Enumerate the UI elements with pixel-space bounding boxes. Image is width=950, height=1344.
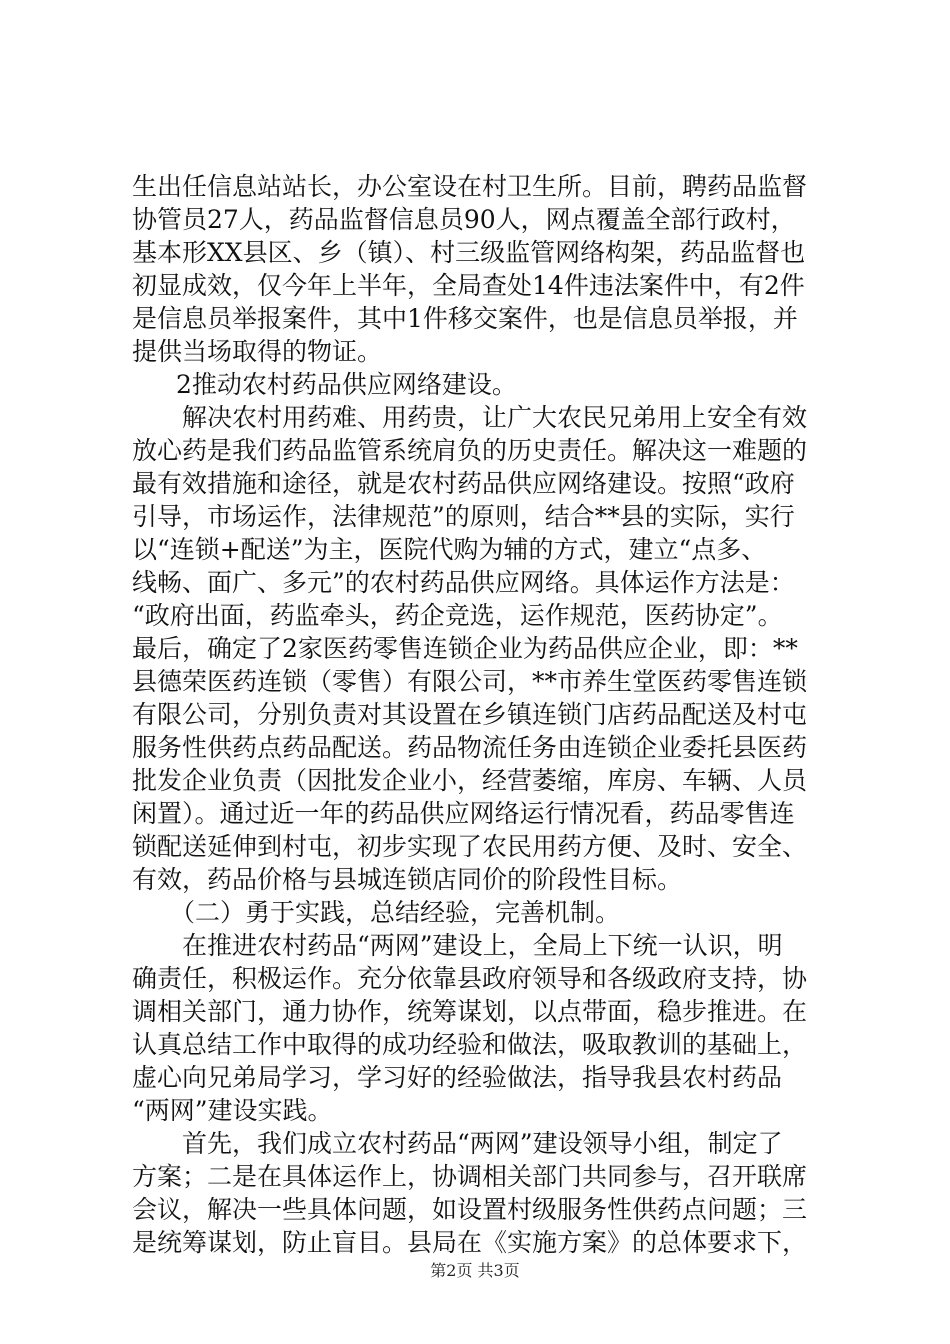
text-line: 最有效措施和途径，就是农村药品供应网络建设。按照“政府	[132, 469, 795, 498]
text-line: 调相关部门，通力协作，统筹谋划，以点带面，稳步推进。在	[132, 997, 808, 1026]
text-line: 批发企业负责（因批发企业小，经营萎缩，库房、车辆、人员	[132, 766, 808, 795]
text-line: 初显成效，仅今年上半年，全局查处14件违法案件中，有2件	[132, 271, 805, 300]
text-line: 基本形XX县区、乡（镇）、村三级监管网络构架，药品监督也	[132, 238, 806, 267]
text-line: 提供当场取得的物证。	[132, 337, 383, 366]
text-line: 县德荣医药连锁（零售）有限公司，**市养生堂医药零售连锁	[132, 667, 808, 696]
section-heading: （二）勇于实践，总结经验，完善机制。	[170, 898, 621, 927]
paragraph-first-line: 解决农村用药难、用药贵，让广大农民兄弟用上安全有效	[182, 403, 808, 432]
section-heading: 2推动农村药品供应网络建设。	[176, 370, 517, 399]
text-line: 协管员27人，药品监督信息员90人，网点覆盖全部行政村，	[132, 205, 796, 234]
text-line: 有效，药品价格与县城连锁店同价的阶段性目标。	[132, 865, 683, 894]
text-line: 最后，确定了2家医药零售连锁企业为药品供应企业，即：**	[132, 634, 798, 663]
text-line: 有限公司，分别负责对其设置在乡镇连锁门店药品配送及村屯	[132, 700, 808, 729]
text-line: 会议，解决一些具体问题，如设置村级服务性供药点问题；三	[132, 1195, 808, 1224]
text-line: 以“连锁+配送”为主，医院代购为辅的方式，建立“点多、	[132, 535, 767, 564]
text-line: 确责任，积极运作。充分依靠县政府领导和各级政府支持，协	[132, 964, 808, 993]
text-line: “政府出面，药监牵头，药企竞选，运作规范，医药协定”。	[132, 601, 783, 630]
text-line: “两网”建设实践。	[132, 1096, 333, 1125]
text-line: 引导，市场运作，法律规范”的原则，结合**县的实际，实行	[132, 502, 795, 531]
paragraph-first-line: 首先，我们成立农村药品“两网”建设领导小组，制定了	[182, 1129, 783, 1158]
text-line: 线畅、面广、多元”的农村药品供应网络。具体运作方法是：	[132, 568, 795, 597]
paragraph-first-line: 在推进农村药品“两网”建设上，全局上下统一认识，明	[182, 931, 783, 960]
page-number-footer: 第2页 共3页	[430, 1261, 520, 1280]
text-line: 方案；二是在具体运作上，协调相关部门共同参与，召开联席	[132, 1162, 808, 1191]
text-line: 放心药是我们药品监管系统肩负的历史责任。解决这一难题的	[132, 436, 808, 465]
text-line: 是统筹谋划，防止盲目。县局在《实施方案》的总体要求下，	[132, 1228, 808, 1257]
text-line: 生出任信息站站长，办公室设在村卫生所。目前，聘药品监督	[132, 172, 808, 201]
text-line: 服务性供药点药品配送。药品物流任务由连锁企业委托县医药	[132, 733, 808, 762]
text-line: 锁配送延伸到村屯，初步实现了农民用药方便、及时、安全、	[132, 832, 808, 861]
text-line: 是信息员举报案件，其中1件移交案件，也是信息员举报，并	[132, 304, 798, 333]
text-line: 虚心向兄弟局学习，学习好的经验做法，指导我县农村药品	[132, 1063, 783, 1092]
text-line: 闲置）。通过近一年的药品供应网络运行情况看，药品零售连	[132, 799, 795, 828]
text-line: 认真总结工作中取得的成功经验和做法，吸取教训的基础上，	[132, 1030, 808, 1059]
